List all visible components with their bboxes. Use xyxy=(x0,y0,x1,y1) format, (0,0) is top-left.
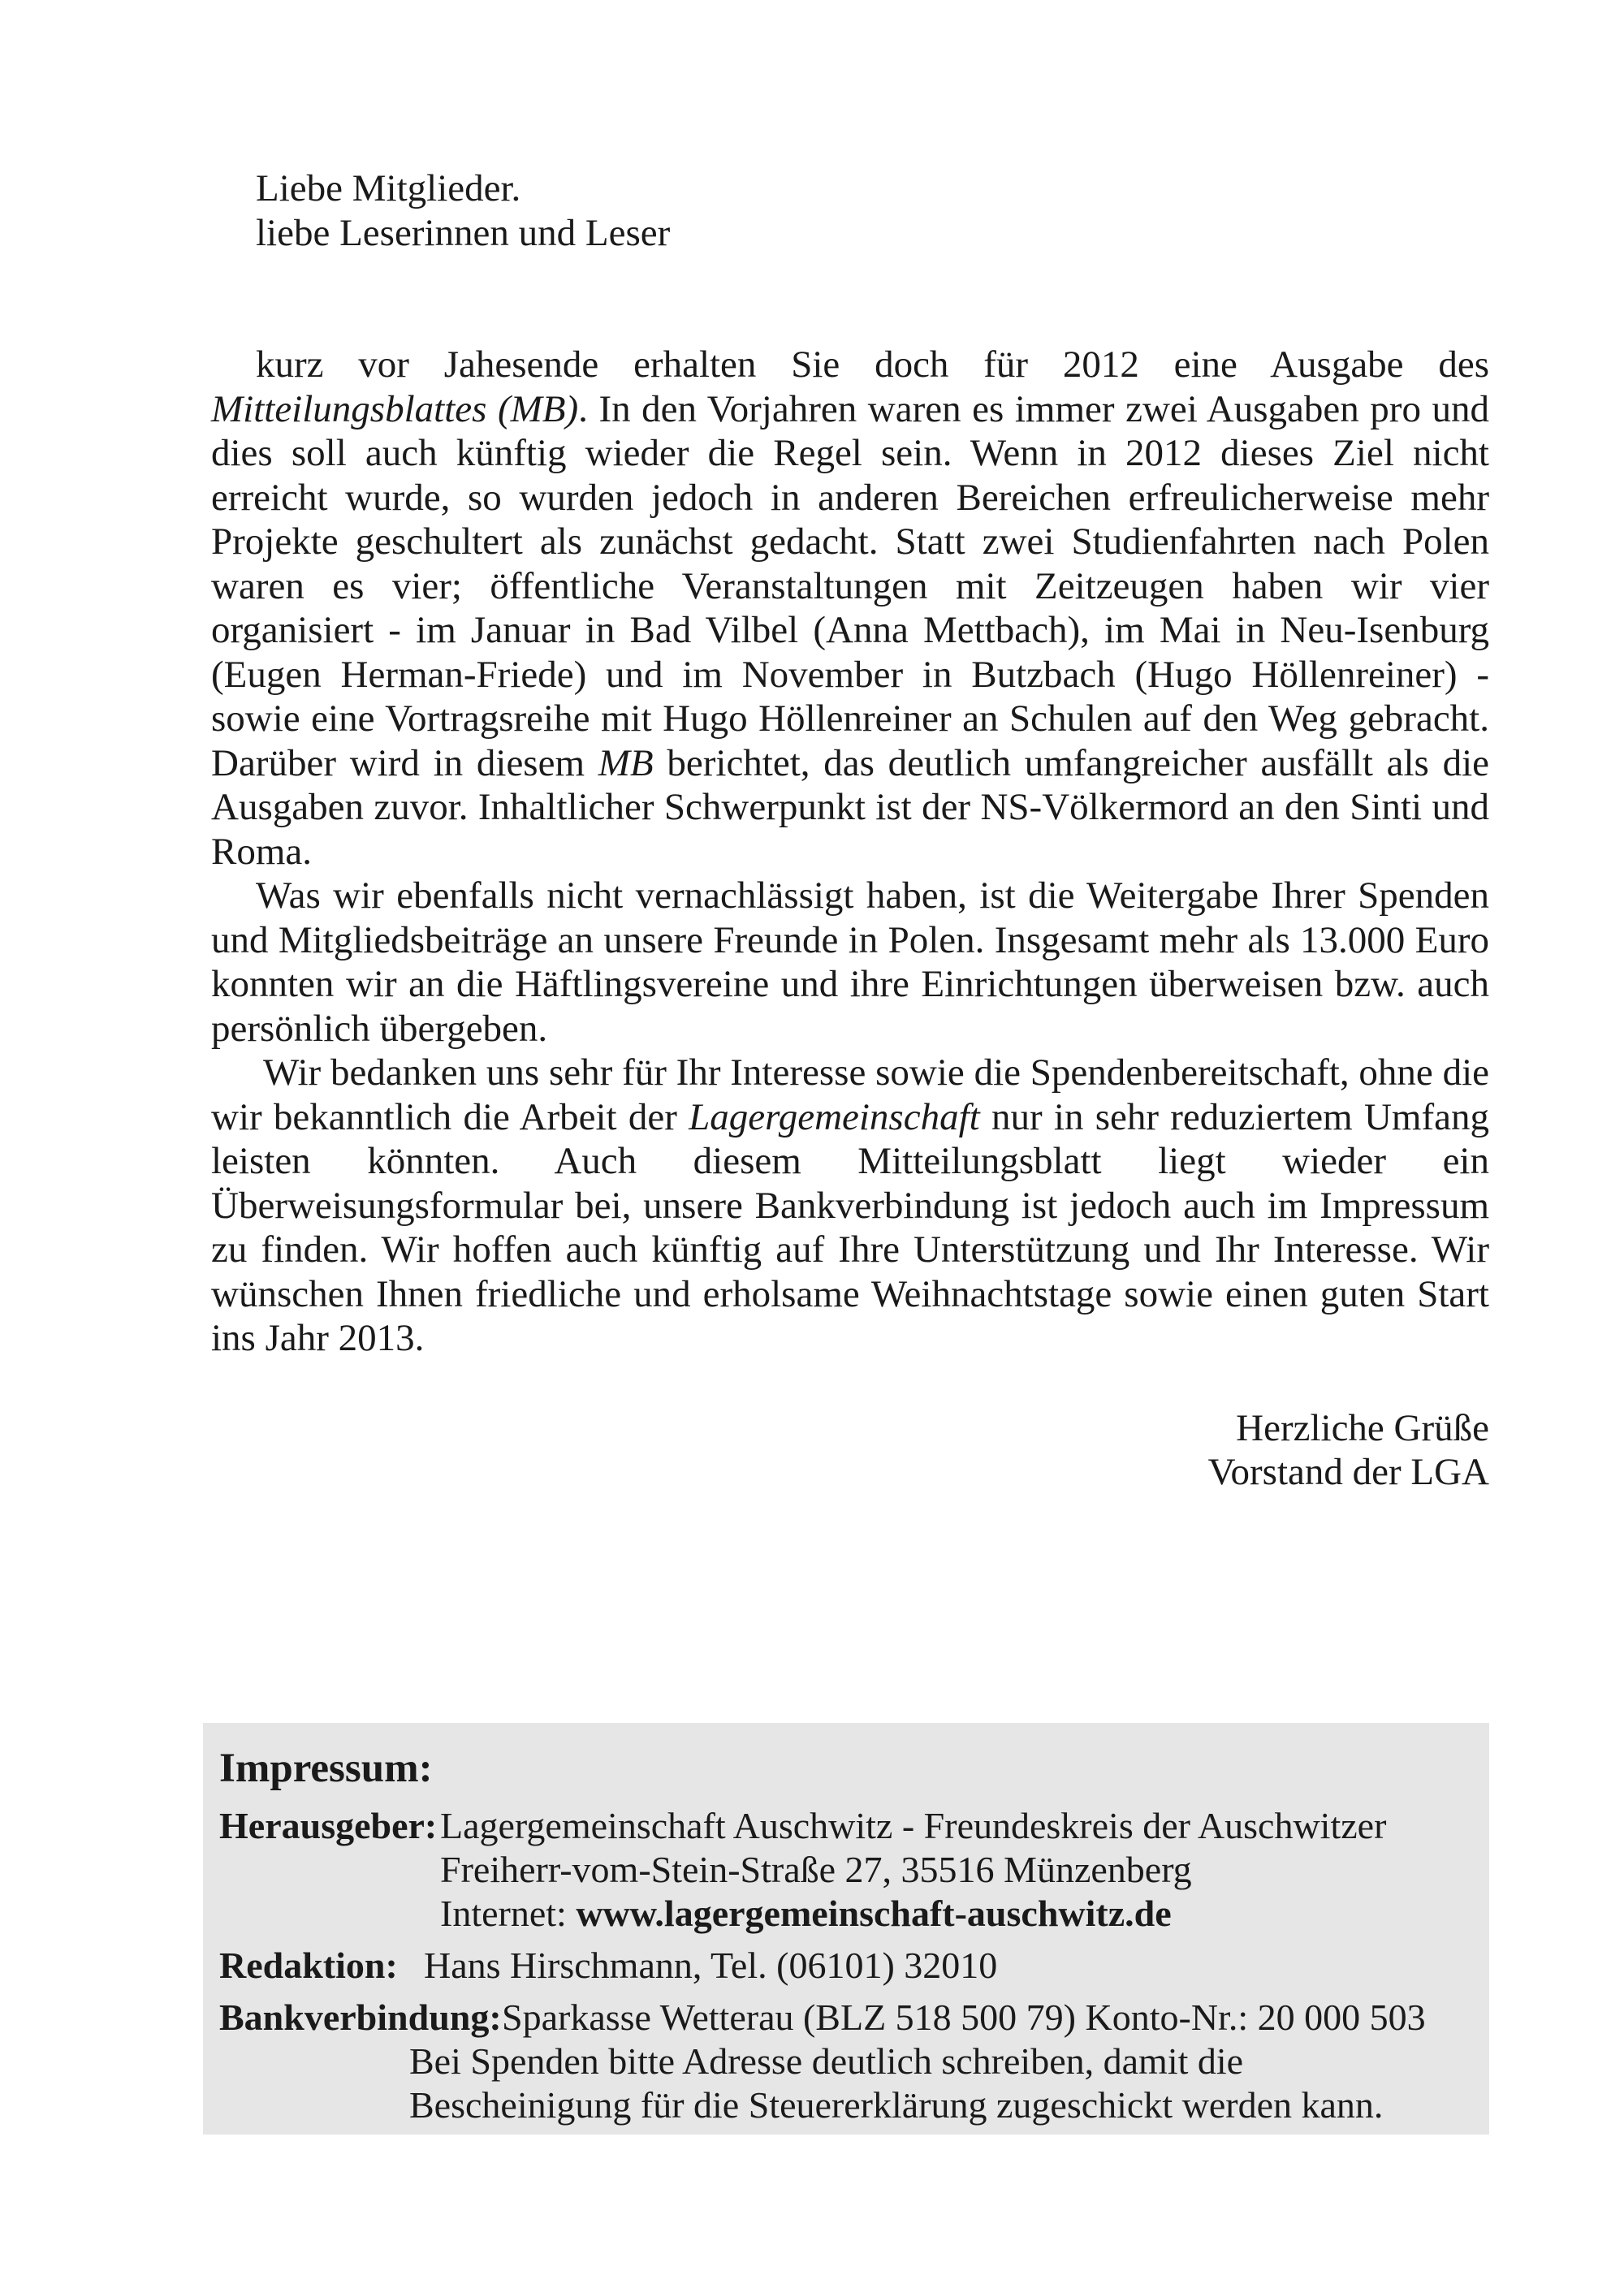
letter xyxy=(211,166,1489,1495)
bank-row xyxy=(219,1996,1489,2040)
herausgeber-row xyxy=(219,1804,1489,1848)
salutation-line-2: liebe Leserinnen und Leser xyxy=(256,211,671,254)
bank-note-2: Bescheinigung für die Steuererklärung zugeschickt werden kann. xyxy=(409,2084,1384,2126)
paragraph-1-emphasis-b: MB xyxy=(598,741,654,784)
paragraph-1-text-b: . In den Vorjahren waren es immer zwei Ausgaben pro und dies soll auch künftig wieder die Regel sein. Wenn in 2012 dieses Ziel nicht erreicht wurde, so wurden jedoch in anderen Bereichen erfreulicherweise mehr Projekte geschultert als zunächst gedacht. Statt zwei Studienfahrten nach Polen waren es vier; öffentliche Veranstaltungen mit Zeitzeugen haben wir vier organisiert - im Januar in Bad Vilbel (Anna Mettbach), im Mai in Neu-Isenburg (Eugen Herman-Friede) und im November in Butzbach (Hugo Höllenreiner) - sowie eine Vortragsreihe mit Hugo Höllenreiner an Schulen auf den Weg gebracht. Darüber wird in diesem xyxy=(211,387,1490,784)
paragraph-3-text-b: nur in sehr reduziertem Umfang leisten könnten. Auch diesem Mitteilungsblatt liegt wieder ein Überweisungsformular bei, unsere Bankverbindung ist jedoch auch im Impressum zu finden. Wir hoffen auch künftig auf Ihre Unterstützung und Ihr Interesse. Wir wünschen Ihnen friedliche und erholsame Weihnachtstage sowie einen guten Start ins Jahr 2013. xyxy=(211,1095,1489,1359)
salutation xyxy=(256,166,1489,255)
paragraph-3-text-a: Wir bedanken uns sehr für Ihr Interesse sowie die Spendenbereitschaft, ohne die wir bekanntlich die Arbeit der xyxy=(211,1051,1489,1138)
letter-body xyxy=(211,343,1489,1361)
redaktion-value: Hans Hirschmann, Tel. (06101) 32010 xyxy=(424,1945,998,1986)
closing-signature: Vorstand der LGA xyxy=(1207,1451,1489,1493)
impressum-box xyxy=(203,1723,1489,2135)
bank-label: Bankverbindung: xyxy=(219,1997,502,2038)
paragraph-1-text-c: berichtet, das deutlich umfangreicher ausfällt als die Ausgaben zuvor. Inhaltlicher Schwerpunkt ist der NS-Völkermord an den Sinti und Roma. xyxy=(211,741,1489,873)
closing-greeting: Herzliche Grüße xyxy=(1236,1406,1489,1449)
herausgeber-address: Freiherr-vom-Stein-Straße 27, 35516 Münzenberg xyxy=(440,1849,1192,1890)
bank-note-1: Bei Spenden bitte Adresse deutlich schreiben, damit die xyxy=(409,2040,1244,2082)
impressum-title: Impressum: xyxy=(219,1746,433,1791)
internet-row xyxy=(219,1892,1489,1936)
redaktion-label: Redaktion: xyxy=(219,1945,398,1986)
bank-value: Sparkasse Wetterau (BLZ 518 500 79) Konto-Nr.: 20 000 503 xyxy=(502,1997,1426,2038)
paragraph-3 xyxy=(211,1051,1489,1361)
herausgeber-label: Herausgeber: xyxy=(219,1805,438,1846)
paragraph-3-emphasis: Lagergemeinschaft xyxy=(689,1095,980,1138)
paragraph-2: Was wir ebenfalls nicht vernachlässigt haben, ist die Weitergabe Ihrer Spenden und Mitgliedsbeiträge an unsere Freunde in Polen. Insgesamt mehr als 13.000 Euro konnten wir an die Häftlingsvereine und ihre Einrichtungen überweisen bzw. auch persönlich übergeben. xyxy=(211,874,1489,1050)
closing xyxy=(211,1406,1489,1495)
paragraph-1-emphasis-a: Mitteilungsblattes (MB) xyxy=(211,387,579,430)
redaktion-row xyxy=(219,1944,1489,1988)
internet-link[interactable]: www.lagergemeinschaft-auschwitz.de xyxy=(576,1893,1172,1934)
paragraph-1-text-a: kurz vor Jahesende erhalten Sie doch für 2012 eine Ausgabe des xyxy=(256,343,1489,386)
internet-label: Internet: xyxy=(440,1893,577,1934)
paragraph-1 xyxy=(211,343,1489,874)
herausgeber-line-1: Lagergemeinschaft Auschwitz - Freundeskreis der Auschwitzer xyxy=(440,1805,1387,1846)
salutation-line-1: Liebe Mitglieder. xyxy=(256,167,521,209)
